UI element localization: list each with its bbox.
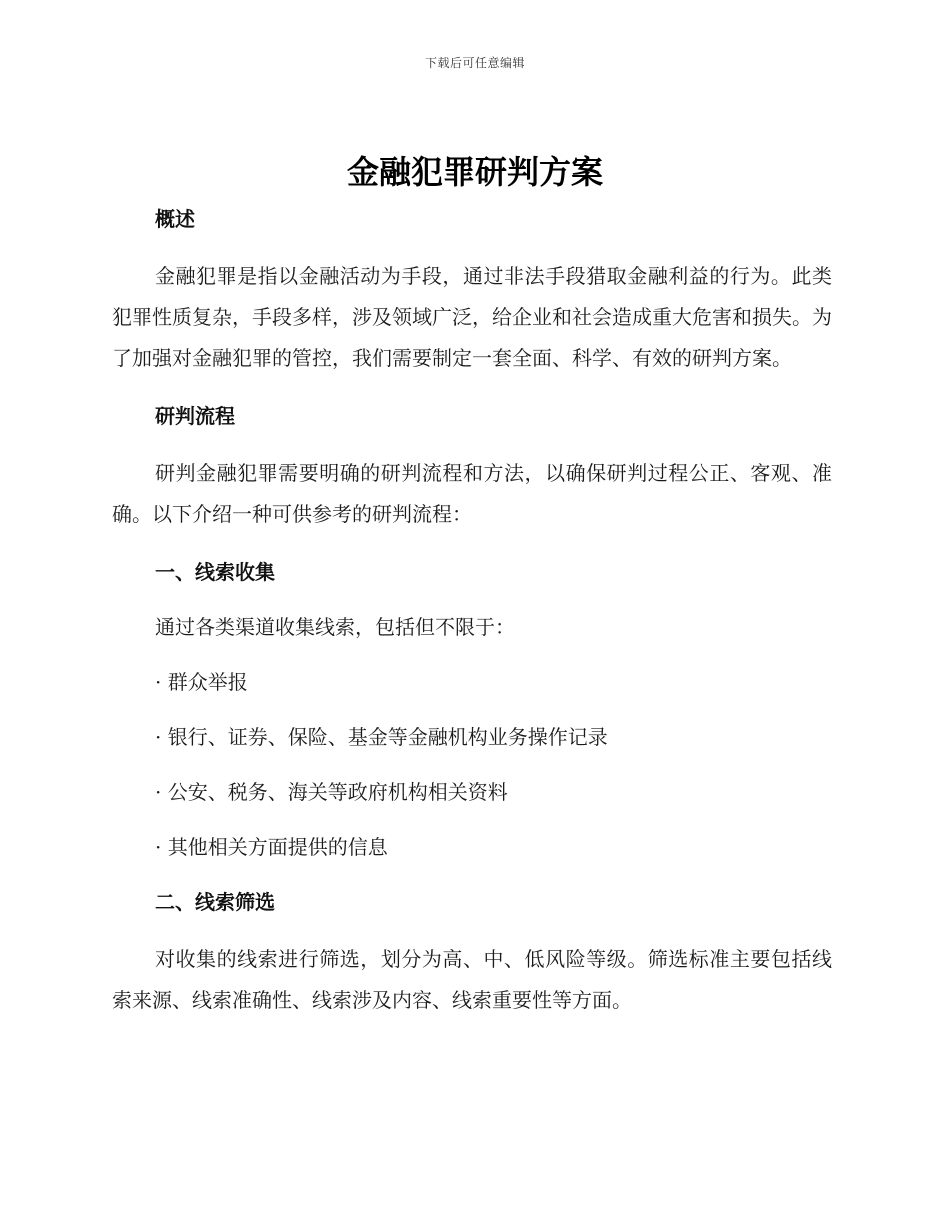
list-item: · 银行、证券、保险、基金等金融机构业务操作记录 (155, 725, 608, 749)
list-item: · 公安、税务、海关等政府机构相关资料 (155, 780, 508, 804)
heading-collection: 一、线索收集 (155, 560, 275, 584)
collection-intro: 通过各类渠道收集线索，包括但不限于： (155, 615, 515, 639)
paragraph-screening: 对收集的线索进行筛选，划分为高、中、低风险等级。筛选标准主要包括线索来源、线索准确性、线索涉及内容、线索重要性等方面。 (112, 947, 832, 1012)
header-note: 下载后可任意编辑 (424, 56, 525, 70)
list-item: · 其他相关方面提供的信息 (155, 835, 388, 859)
document-title: 金融犯罪研判方案 (346, 153, 603, 191)
list-item: · 群众举报 (155, 670, 248, 694)
heading-overview: 概述 (155, 207, 195, 231)
paragraph-process: 研判金融犯罪需要明确的研判流程和方法，以确保研判过程公正、客观、准确。以下介绍一种可供参考的研判流程： (112, 461, 832, 526)
document-body (112, 201, 832, 1021)
heading-screening: 二、线索筛选 (155, 890, 275, 914)
heading-process: 研判流程 (155, 404, 235, 428)
paragraph-overview: 金融犯罪是指以金融活动为手段，通过非法手段猎取金融利益的行为。此类犯罪性质复杂，手段多样，涉及领域广泛，给企业和社会造成重大危害和损失。为了加强对金融犯罪的管控，我们需要制定一套全面、科学、有效的研判方案。 (112, 264, 832, 370)
